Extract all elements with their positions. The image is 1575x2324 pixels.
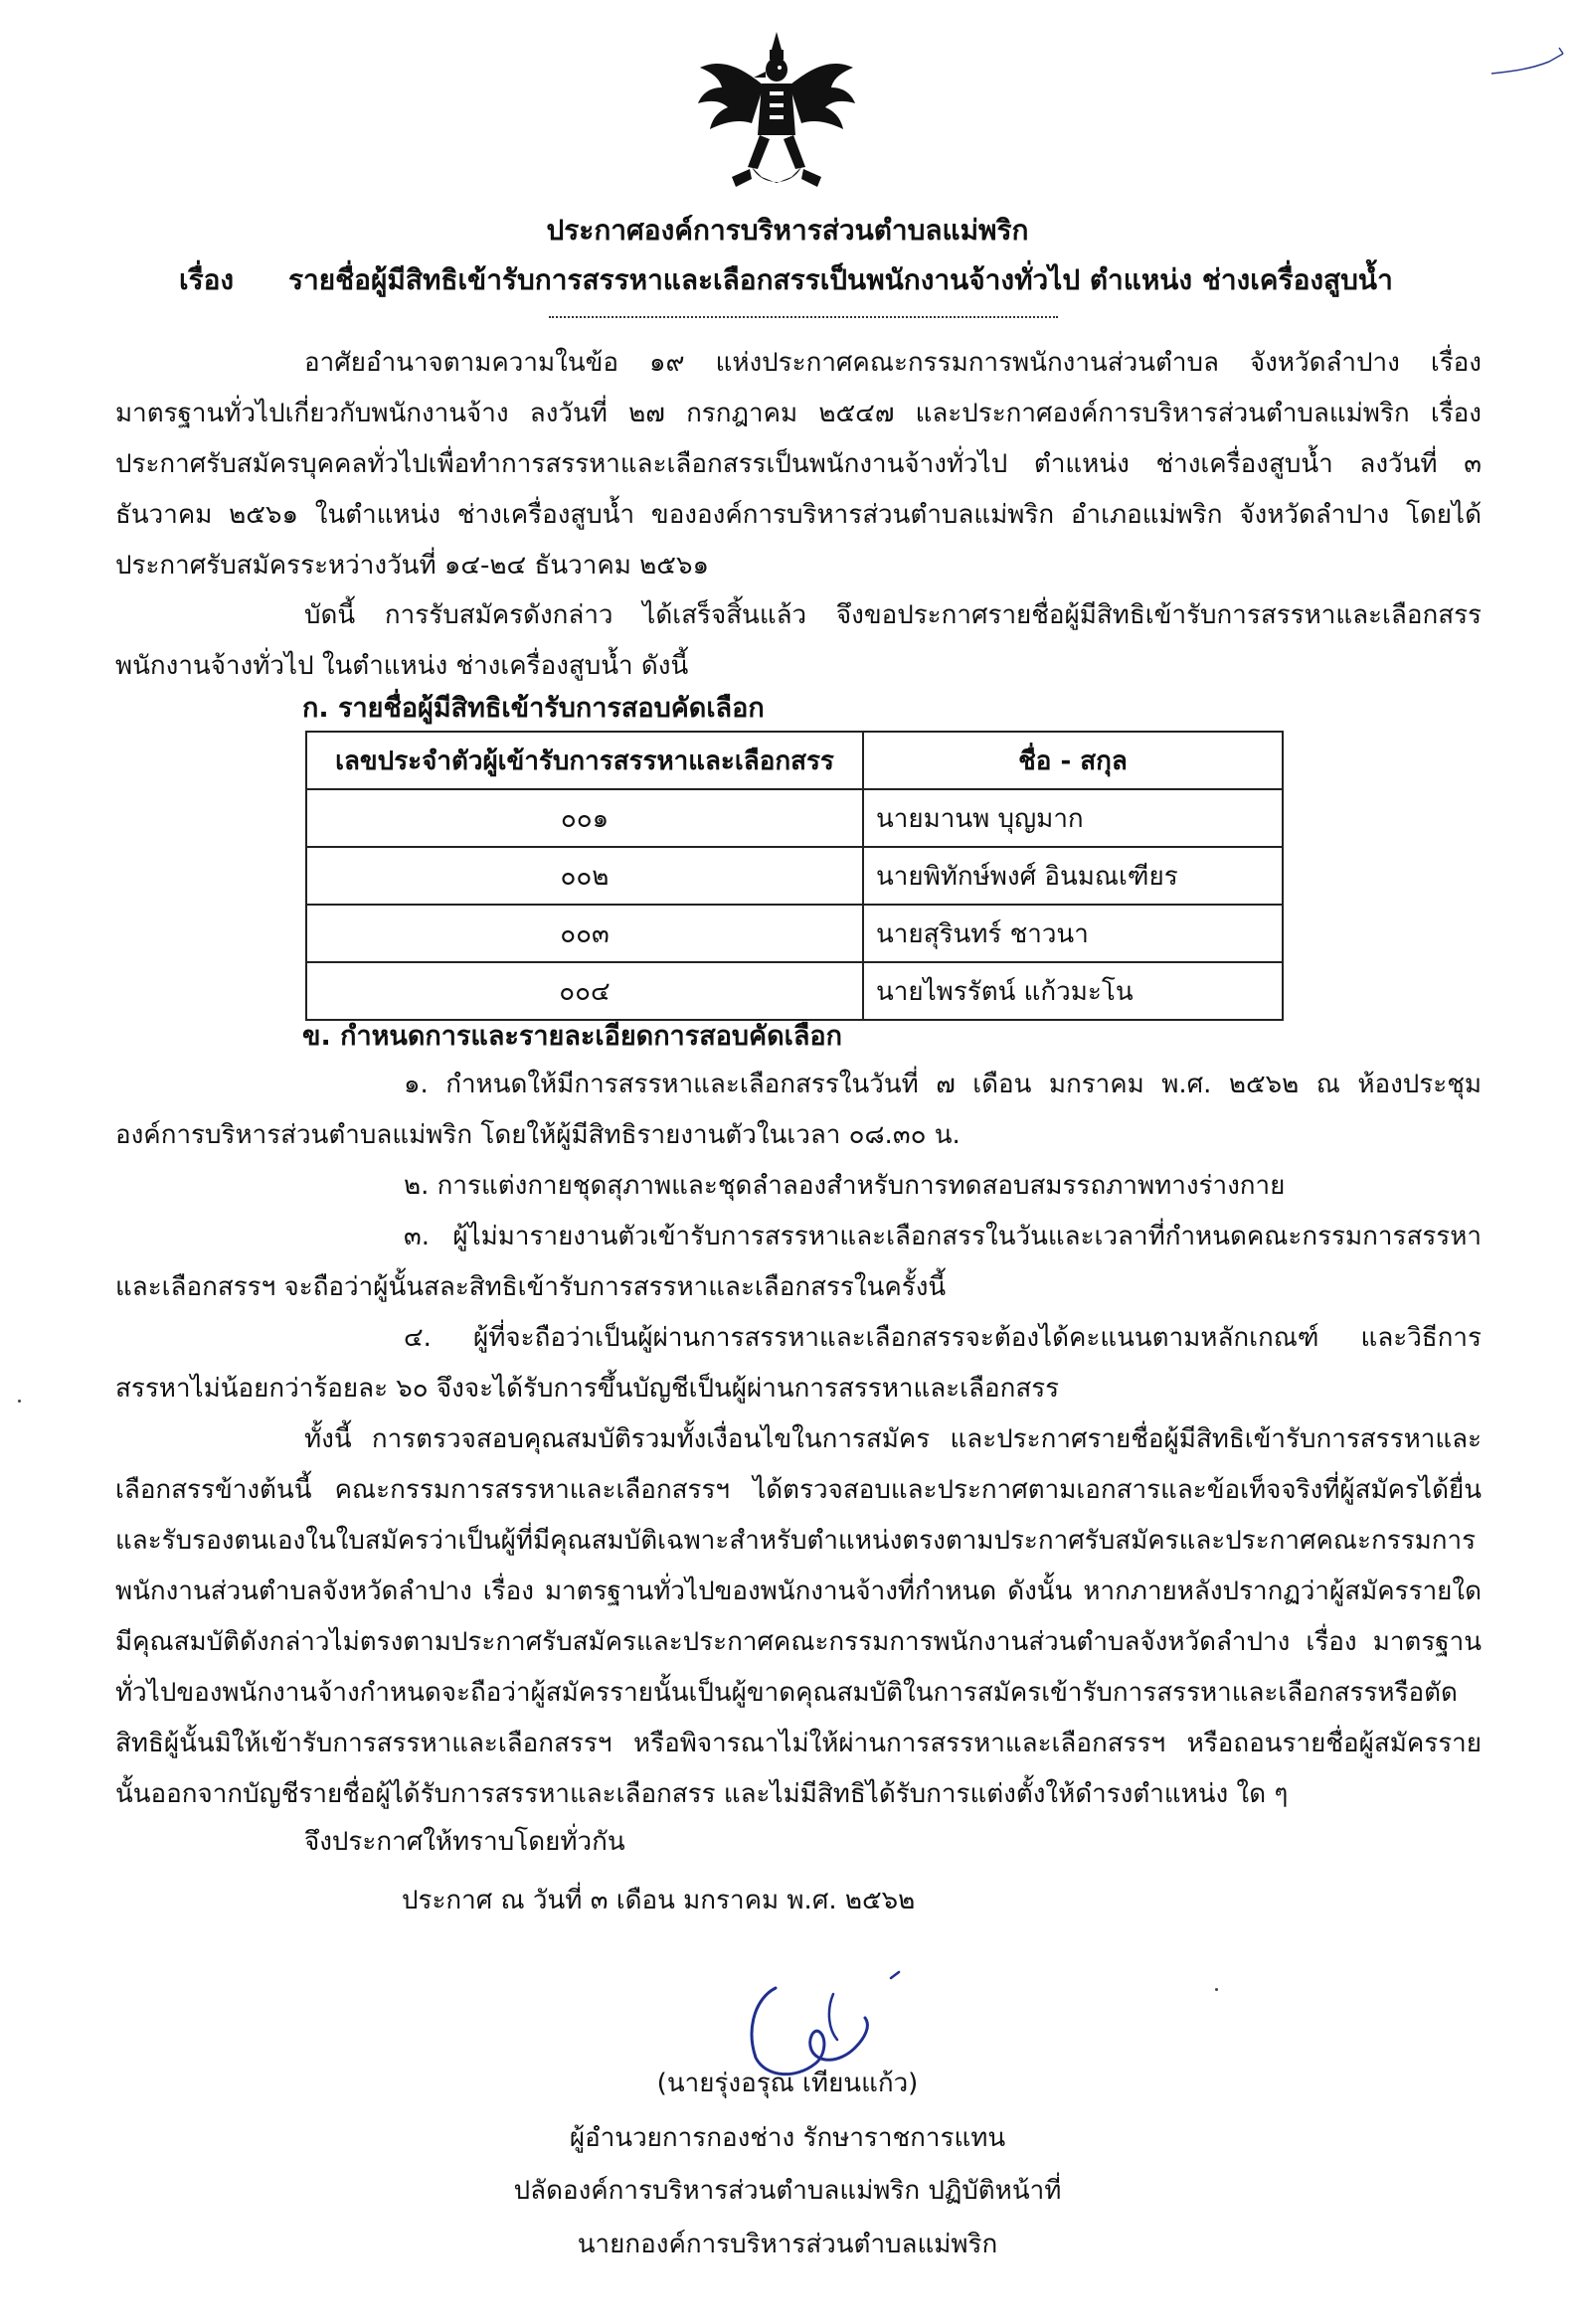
column-header-id: เลขประจำตัวผู้เข้ารับการสรรหาและเลือกสรร xyxy=(306,732,863,789)
candidate-id: ๐๐๒ xyxy=(306,847,863,905)
closing-paragraph: ทั้งนี้ การตรวจสอบคุณสมบัติรวมทั้งเงื่อนไขในการสมัคร และประกาศรายชื่อผู้มีสิทธิเข้ารับการสรรหาและเลือกสรรข้างต้นนี้ คณะกรรมการสรรหาและเลือกสรรฯ ได้ตรวจสอบและประกาศตามเอกสารและข้อเท็จจริงที่ผู้สมัครได้ยื่นและรับรองตนเองในใบสมัครว่าเป็นผู้ที่มีคุณสมบัติเฉพาะสำหรับตำแหน่งตรงตามประกาศรับสมัครและประกาศคณะกรรมการพนักงานส่วนตำบลจังหวัดลำปาง เรื่อง มาตรฐานทั่วไปของพนักงานจ้างที่กำหนด ดังนั้น หากภายหลังปรากฏว่าผู้สมัครรายใดมีคุณสมบัติดังกล่าวไม่ตรงตามประกาศรับสมัครและประกาศคณะกรรมการพนักงานส่วนตำบลจังหวัดลำปาง เรื่อง มาตรฐานทั่วไปของพนักงานจ้างกำหนดจะถือว่าผู้สมัครรายนั้นเป็นผู้ขาดคุณสมบัติในการสมัครเข้ารับการสรรหาและเลือกสรรหรือตัดสิทธิผู้นั้นมิให้เข้ารับการสรรหาและเลือกสรรฯ หรือพิจารณาไม่ให้ผ่านการสรรหาและเลือกสรรฯ หรือถอนรายชื่อผู้สมัครรายนั้นออกจากบัญชีรายชื่อผู้ได้รับการสรรหาและเลือกสรร และไม่มีสิทธิได้รับการแต่งตั้งให้ดำรงตำแหน่ง ใด ๆ xyxy=(115,1424,1482,1809)
subject-text: รายชื่อผู้มีสิทธิเข้ารับการสรรหาและเลือกสรรเป็นพนักงานจ้างทั่วไป ตำแหน่ง ช่างเครื่องสูบน้ำ xyxy=(288,263,1393,296)
section-a-title: ก. รายชื่อผู้มีสิทธิเข้ารับการสอบคัดเลือก xyxy=(302,693,765,724)
column-header-name: ชื่อ - สกุล xyxy=(863,732,1283,789)
intro-paragraph-1: อาศัยอำนาจตามความในข้อ ๑๙ แห่งประกาศคณะกรรมการพนักงานส่วนตำบล จังหวัดลำปาง เรื่อง มาตรฐานทั่วไปเกี่ยวกับพนักงานจ้าง ลงวันที่ ๒๗ กรกฎาคม ๒๕๔๗ และประกาศองค์การบริหารส่วนตำบลแม่พริก เรื่องประกาศรับสมัครบุคคลทั่วไปเพื่อทำการสรรหาและเลือกสรรเป็นพนักงานจ้างทั่วไป ตำแหน่ง ช่างเครื่องสูบน้ำ ลงวันที่ ๓ ธันวาคม ๒๕๖๑ ในตำแหน่ง ช่างเครื่องสูบน้ำ ขององค์การบริหารส่วนตำบลแม่พริก อำเภอแม่พริก จังหวัดลำปาง โดยได้ประกาศรับสมัครระหว่างวันที่ ๑๔-๒๔ ธันวาคม ๒๕๖๑ xyxy=(115,348,1482,581)
subject-label: เรื่อง xyxy=(179,263,235,296)
title-divider xyxy=(549,316,1058,318)
candidate-name: นายพิทักษ์พงศ์ อินมณเฑียร xyxy=(863,847,1283,905)
candidate-name: นายสุรินทร์ ชาวนา xyxy=(863,905,1283,962)
garuda-emblem-icon xyxy=(692,28,861,197)
table-row xyxy=(306,847,1283,905)
signatory-title-1: ผู้อำนวยการกองช่าง รักษาราชการแทน xyxy=(569,2123,1006,2153)
candidate-name: นายไพรรัตน์ แก้วมะโน xyxy=(863,962,1283,1020)
announcement-date: ประกาศ ณ วันที่ ๓ เดือน มกราคม พ.ศ. ๒๕๖๒ xyxy=(402,1886,916,1915)
announcement-line: จึงประกาศให้ทราบโดยทั่วกัน xyxy=(304,1827,625,1857)
schedule-item-1: ๑. กำหนดให้มีการสรรหาและเลือกสรรในวันที่ ๗ เดือน มกราคม พ.ศ. ๒๕๖๒ ณ ห้องประชุมองค์การบริหารส่วนตำบลแม่พริก โดยให้ผู้มีสิทธิรายงานตัวในเวลา ๐๘.๓๐ น. xyxy=(115,1070,1482,1150)
candidate-id: ๐๐๑ xyxy=(306,789,863,847)
pen-stroke-mark xyxy=(1489,44,1569,83)
document-subject xyxy=(0,258,1575,298)
candidate-table xyxy=(305,731,1284,1021)
signatory-name: (นายรุ่งอรุณ เทียนแก้ว) xyxy=(656,2069,919,2098)
table-row xyxy=(306,905,1283,962)
section-b-title: ข. กำหนดการและรายละเอียดการสอบคัดเลือก xyxy=(302,1021,842,1052)
scan-speck xyxy=(18,1400,21,1403)
candidate-name: นายมานพ บุญมาก xyxy=(863,789,1283,847)
signatory-title-3: นายกองค์การบริหารส่วนตำบลแม่พริก xyxy=(577,2230,998,2259)
document-title: ประกาศองค์การบริหารส่วนตำบลแม่พริก xyxy=(546,214,1029,247)
schedule-item-2: ๒. การแต่งกายชุดสุภาพและชุดลำลองสำหรับการทดสอบสมรรถภาพทางร่างกาย xyxy=(404,1171,1286,1201)
table-header-row xyxy=(306,732,1283,789)
table-row xyxy=(306,789,1283,847)
signatory-title-2: ปลัดองค์การบริหารส่วนตำบลแม่พริก ปฏิบัติหน้าที่ xyxy=(513,2176,1062,2206)
intro-paragraph-2: บัดนี้ การรับสมัครดังกล่าว ได้เสร็จสิ้นแล้ว จึงขอประกาศรายชื่อผู้มีสิทธิเข้ารับการสรรหาและเลือกสรรพนักงานจ้างทั่วไป ในตำแหน่ง ช่างเครื่องสูบน้ำ ดังนี้ xyxy=(115,600,1482,681)
candidate-id: ๐๐๓ xyxy=(306,905,863,962)
table-row xyxy=(306,962,1283,1020)
schedule-item-4: ๔. ผู้ที่จะถือว่าเป็นผู้ผ่านการสรรหาและเลือกสรรจะต้องได้คะแนนตามหลักเกณฑ์ และวิธีการสรรหาไม่น้อยกว่าร้อยละ ๖๐ จึงจะได้รับการขึ้นบัญชีเป็นผู้ผ่านการสรรหาและเลือกสรร xyxy=(115,1323,1482,1404)
schedule-item-3: ๓. ผู้ไม่มารายงานตัวเข้ารับการสรรหาและเลือกสรรในวันและเวลาที่กำหนดคณะกรรมการสรรหาและเลือกสรรฯ จะถือว่าผู้นั้นสละสิทธิเข้ารับการสรรหาและเลือกสรรในครั้งนี้ xyxy=(115,1222,1482,1302)
candidate-id: ๐๐๔ xyxy=(306,962,863,1020)
scan-speck xyxy=(1215,1988,1218,1991)
